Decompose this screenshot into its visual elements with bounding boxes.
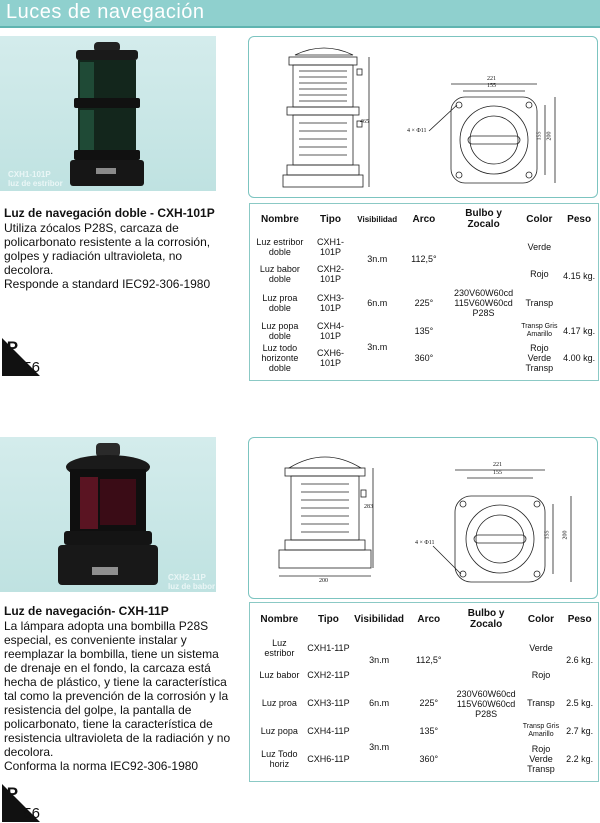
- cell-visibilidad: 6n.m: [369, 698, 390, 708]
- photo-caption-side: luz de estribor: [8, 179, 63, 188]
- column-header: Bulbo y Zocalo: [465, 208, 502, 230]
- description-line: decolora.: [4, 263, 54, 277]
- column-header: Visibilidad: [354, 613, 404, 625]
- dim-top-depth-inner: 155: [544, 530, 551, 540]
- dim-front-height: 465: [360, 119, 369, 125]
- cell-peso: 4.15 kg.: [563, 271, 596, 281]
- column-header: Peso: [567, 213, 592, 225]
- column-header: Bulbo y Zocalo: [467, 608, 505, 630]
- cell-nombre: Luz estribor doble: [256, 237, 304, 257]
- dimension-drawing: [249, 37, 597, 197]
- description-line: golpes y radiación ultravioleta, no: [4, 249, 183, 263]
- cell-visibilidad: 3n.m: [369, 655, 390, 665]
- cell-nombre: Luz Todo horiz: [261, 749, 298, 769]
- ip-label: IP: [2, 784, 19, 803]
- ip56-badge: [2, 338, 40, 376]
- table-row: [254, 633, 598, 663]
- cell-nombre: Luz babor doble: [259, 264, 300, 284]
- cell-visibilidad: 3n.m: [369, 742, 390, 752]
- cell-tipo: CXH1-11P: [307, 643, 350, 653]
- cell-color: Rojo: [531, 670, 551, 680]
- cell-color: Rojo Verde Transp: [527, 744, 555, 774]
- cell-visibilidad: 3n.m: [367, 342, 388, 352]
- page-title: Luces de navegación: [6, 1, 205, 23]
- product-photo-double-light: [0, 36, 216, 191]
- page-header: [0, 0, 600, 28]
- cell-nombre: Luz todo horizonte doble: [261, 343, 299, 373]
- description-line: de drenaje en el fondo, la carcaza está: [4, 661, 211, 675]
- description-line: decolora.: [4, 745, 54, 759]
- dim-holes: 4 × Φ11: [407, 128, 427, 134]
- cell-tipo: CXH1-101P: [317, 237, 345, 257]
- column-header: Color: [527, 613, 555, 625]
- dim-front-width: 200: [319, 578, 328, 584]
- cell-arco: 135°: [419, 726, 439, 736]
- cell-peso: 4.17 kg.: [563, 326, 596, 336]
- column-header: Nombre: [260, 613, 299, 625]
- ip-label: IP: [2, 338, 19, 357]
- cell-peso: 2.2 kg.: [566, 754, 594, 764]
- cell-arco: 225°: [414, 298, 434, 308]
- cell-visibilidad: 3n.m: [367, 254, 388, 264]
- description-line: especial, es conveniente instalar y: [4, 633, 187, 647]
- cell-tipo: CXH3-11P: [307, 698, 350, 708]
- dimension-drawing: [249, 438, 597, 598]
- description-line: resistencia del golpe, la pantalla de: [4, 703, 192, 717]
- table-row: [254, 342, 598, 374]
- description-line: tal como la prevención de la corrosión y la: [4, 689, 229, 703]
- cell-bulbo: 230V60W60cd 115V60W60cd P28S: [454, 288, 514, 318]
- product-title: Luz de navegación- CXH-11P: [4, 604, 169, 618]
- dim-holes: 4 × Φ11: [415, 540, 435, 546]
- dim-top-width-inner: 155: [487, 83, 496, 89]
- photo-caption-model: CXH2-11P: [168, 573, 206, 582]
- table-row: [254, 320, 598, 342]
- dim-top-depth-outer: 200: [562, 530, 569, 540]
- cell-color: Verde: [529, 643, 553, 653]
- cell-peso: 4.00 kg.: [563, 353, 596, 363]
- dim-front-height: 283: [364, 504, 373, 510]
- description-line: Utiliza zócalos P28S, carcaza de: [4, 221, 179, 235]
- cell-peso: 2.7 kg.: [566, 726, 594, 736]
- spec-table: [254, 206, 598, 374]
- product-photo-single-light: [0, 437, 216, 592]
- cell-bulbo: 230V60W60cd 115V60W60cd P28S: [456, 689, 516, 719]
- cell-arco: 112,5°: [411, 254, 437, 264]
- photo-caption-side: luz de babor: [168, 582, 216, 591]
- column-header: Color: [526, 213, 553, 225]
- technical-drawing-single-light: [248, 437, 598, 599]
- photo-caption-model: CXH1-101P: [8, 170, 51, 179]
- column-header: Tipo: [317, 613, 339, 625]
- description-line: policarbonato, tiene la característica de: [4, 717, 213, 731]
- single-light-image: [0, 437, 216, 592]
- dim-top-width-inner: 155: [493, 470, 502, 476]
- cell-tipo: CXH4-11P: [307, 726, 350, 736]
- spec-table-box-2: [249, 602, 599, 782]
- dim-top-depth-outer: 200: [546, 131, 553, 141]
- cell-peso: 2.6 kg.: [566, 655, 594, 665]
- cell-nombre: Luz popa: [260, 726, 298, 736]
- cell-nombre: Luz estribor: [264, 638, 295, 658]
- table-row: [254, 687, 598, 719]
- table-row: [254, 719, 598, 743]
- description-line: reemplazar la bombilla, tiene un sistema: [4, 647, 219, 661]
- description-line: Responde a standard IEC92-306-1980: [4, 277, 211, 291]
- cell-color: Transp: [525, 298, 554, 308]
- column-header: Arco: [412, 213, 436, 225]
- cell-color: Rojo: [530, 269, 549, 279]
- cell-nombre: Luz popa doble: [261, 321, 299, 341]
- column-header: Arco: [417, 613, 441, 625]
- cell-nombre: Luz babor: [259, 670, 300, 680]
- spec-table: [254, 605, 598, 775]
- cell-peso: 2.5 kg.: [566, 698, 594, 708]
- cell-color: Rojo Verde Transp: [525, 343, 554, 373]
- double-light-image: [0, 36, 216, 191]
- description-line: hecha de plástico, y tiene la característica: [4, 675, 227, 689]
- cell-tipo: CXH4-101P: [317, 321, 345, 341]
- description-line: policarbonato resistente a la corrosión,: [4, 235, 211, 249]
- cell-tipo: CXH6-11P: [307, 754, 350, 764]
- column-header: Peso: [567, 613, 592, 625]
- description-line: La lámpara adopta una bombilla P28S: [4, 619, 209, 633]
- cell-arco: 112,5°: [416, 655, 442, 665]
- description-line: Conforma la norma IEC92-306-1980: [4, 759, 199, 773]
- description-line: resistencia ultravioleta de la radiación y no: [4, 731, 231, 745]
- column-header: Visibilidad: [357, 214, 398, 224]
- cell-tipo: CXH2-11P: [307, 670, 350, 680]
- cell-tipo: CXH3-101P: [317, 293, 345, 313]
- product-description: [4, 619, 248, 773]
- product-title: Luz de navegación doble - CXH-101P: [4, 206, 215, 220]
- technical-drawing-double-light: [248, 36, 598, 198]
- spec-table-box-1: [249, 203, 599, 381]
- cell-nombre: Luz proa doble: [262, 293, 298, 313]
- table-row: [254, 232, 598, 262]
- cell-color: Transp: [527, 698, 555, 708]
- cell-tipo: CXH2-101P: [317, 264, 345, 284]
- table-row: [254, 286, 598, 320]
- ip56-badge: [2, 784, 40, 822]
- column-header: Tipo: [320, 213, 341, 225]
- cell-color: Verde: [527, 242, 552, 252]
- cell-color: Transp Gris Amarillo: [522, 723, 560, 738]
- table-row: [254, 743, 598, 775]
- cell-arco: 135°: [414, 326, 434, 336]
- ip-rating: 56: [23, 805, 40, 822]
- dim-top-depth-inner: 155: [536, 131, 543, 141]
- dim-top-width-outer: 221: [487, 76, 496, 82]
- ip-rating: 56: [23, 359, 40, 376]
- cell-tipo: CXH6-101P: [317, 348, 345, 368]
- product-description: [4, 221, 240, 291]
- cell-arco: 225°: [419, 698, 439, 708]
- column-header: Nombre: [260, 213, 299, 225]
- cell-visibilidad: 6n.m: [367, 298, 388, 308]
- cell-color: Transp Gris Amarillo: [521, 323, 558, 338]
- cell-arco: 360°: [419, 754, 439, 764]
- cell-arco: 360°: [414, 353, 434, 363]
- cell-nombre: Luz proa: [261, 698, 297, 708]
- dim-top-width-outer: 221: [493, 462, 502, 468]
